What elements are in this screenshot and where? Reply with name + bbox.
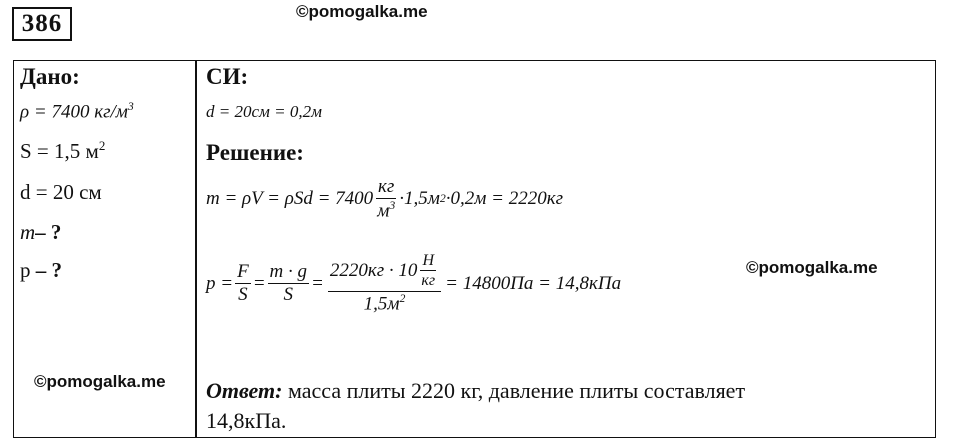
given-area: S = 1,5 $м^2$ bbox=[20, 138, 106, 163]
watermark-left: ©pomogalka.me bbox=[34, 372, 166, 391]
watermark-top: ©pomogalka.me bbox=[296, 2, 428, 21]
watermark-right: ©pomogalka.me bbox=[746, 258, 878, 277]
si-title: СИ: bbox=[206, 64, 249, 89]
formula-pressure: p = $\frac{F}{S}$ = $\frac{m \cdot g}{S}$ = 2220кг · 10 $\frac{Н}{кг}$ $1,5м^2$ = 14800Па = 14,8кПа bbox=[206, 252, 622, 314]
given-thickness: d = 20 см bbox=[20, 180, 102, 204]
table-divider bbox=[195, 60, 197, 438]
answer-block: Ответ: масса плиты 2220 кг, давление плиты составляет 14,8кПа. bbox=[206, 378, 746, 433]
solution-title: Решение: bbox=[206, 140, 304, 165]
given-title: Дано: bbox=[20, 64, 80, 89]
given-pressure-unknown: p – ? bbox=[20, 258, 62, 282]
problem-number: 386 bbox=[12, 7, 72, 41]
si-conversion: d = 20см = 0,2м bbox=[206, 102, 322, 121]
given-rho: ρ = 7400 $кг/м^3$ bbox=[20, 100, 134, 123]
formula-mass: m = ρV = ρSd = 7400 $\frac{кг}{м^3}$ ·1,5м 2 ·0,2м = 2220кг bbox=[206, 176, 563, 222]
given-mass-unknown: m– ? bbox=[20, 220, 62, 244]
